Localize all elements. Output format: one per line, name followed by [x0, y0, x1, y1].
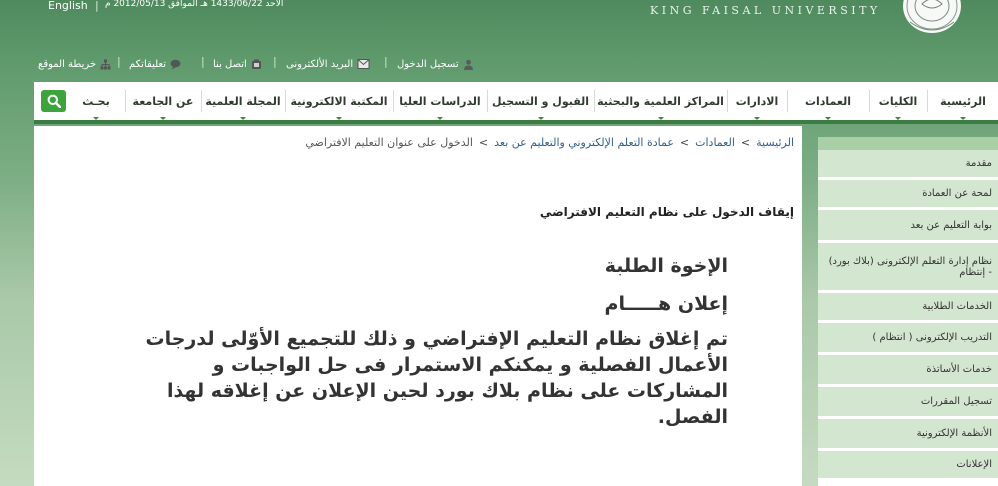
sidebar-item-blackboard[interactable]	[818, 243, 998, 293]
sidebar-header	[818, 137, 998, 150]
nav-label: الدراسات العليا	[399, 94, 481, 108]
sidebar-item-label: الإعلانات	[956, 459, 992, 470]
top-separator: |	[95, 0, 99, 12]
email-label: البريد الألكترونى	[286, 58, 354, 70]
contact-link[interactable]	[213, 55, 262, 73]
page-title: إيقاف الدخول على نظام التعليم الافتراضي	[539, 205, 794, 219]
nav-administrations[interactable]	[728, 82, 786, 120]
nav-divider	[125, 90, 126, 112]
sidebar-item-label: نظام إدارة التعلم الإلكترونى (بلاك بورد) - إنتظام	[828, 255, 992, 278]
nav-divider	[285, 90, 286, 112]
utility-separator: |	[384, 55, 388, 68]
sidebar-item-label: خدمات الأساتذة	[926, 364, 992, 375]
sidebar	[818, 137, 998, 486]
date-text: الأحد 1433/06/22 هـ الموافق 2012/05/13 م	[105, 0, 284, 9]
sidebar-item-intro[interactable]	[818, 150, 998, 180]
sidebar-item-label: بوابة التعليم عن بعد	[910, 219, 992, 231]
search-button[interactable]	[41, 90, 66, 112]
nav-label: القبول و التسجيل	[491, 94, 590, 108]
breadcrumb-separator: >	[478, 136, 489, 149]
sidebar-item-label: الأنظمة الإلكترونية	[916, 428, 992, 439]
nav-search[interactable]	[68, 82, 124, 120]
nav-graduate-studies[interactable]	[394, 82, 486, 120]
nav-divider	[787, 90, 788, 112]
sitemap-icon	[100, 59, 111, 70]
login-label: تسجيل الدخول	[397, 58, 459, 70]
sidebar-item-faculty-services[interactable]	[818, 355, 998, 387]
nav-label: عن الجامعة	[132, 94, 194, 108]
nav-home[interactable]	[928, 82, 998, 120]
nav-label: المكتبة الالكترونية	[290, 94, 388, 108]
dropdown-marker-icon	[538, 117, 544, 120]
envelope-icon	[357, 59, 370, 69]
breadcrumb-separator: >	[679, 136, 690, 149]
nav-label: بحـث	[82, 94, 110, 108]
nav-divider	[393, 90, 394, 112]
nav-divider	[487, 90, 488, 112]
dropdown-marker-icon	[93, 117, 99, 120]
breadcrumb	[305, 136, 794, 149]
email-link[interactable]	[286, 55, 370, 73]
contact-label: اتصل بنا	[213, 58, 247, 70]
nav-deanships[interactable]	[788, 82, 868, 120]
sitemap-label: خريطة الموقع	[38, 58, 97, 70]
nav-journal[interactable]	[202, 82, 284, 120]
breadcrumb-home[interactable]: الرئيسية	[756, 136, 794, 149]
nav-label: الكليات	[878, 94, 918, 108]
announcement-body: تم إغلاق نظام التعليم الإفتراضي و ذلك للتجميع الأوّلى لدرجات الأعمال الفصلية و يمكنكم الاستمرار فى حل الواجبات و المشاركات على نظام بلاك بورد لحين الإعلان عن إغلاقه لهذا الفصل.	[145, 328, 728, 428]
university-logo[interactable]	[900, 0, 964, 36]
university-name: KING FAISAL UNIVERSITY	[650, 4, 881, 17]
sidebar-item-label: الخدمات الطلابية	[922, 301, 992, 312]
sidebar-item-e-systems[interactable]	[818, 419, 998, 451]
nav-admission[interactable]	[488, 82, 593, 120]
breadcrumb-deanships[interactable]: العمادات	[695, 136, 735, 149]
utility-separator: |	[273, 55, 277, 68]
dropdown-marker-icon	[437, 117, 443, 120]
phone-icon	[251, 59, 262, 70]
search-icon	[47, 94, 61, 108]
sidebar-item-label: تسجيل المقررات	[920, 396, 992, 407]
sitemap-link[interactable]	[38, 55, 111, 73]
login-link[interactable]	[397, 55, 474, 73]
breadcrumb-elearning-deanship[interactable]: عمادة التعلم الإلكتروني والتعليم عن بعد	[494, 136, 674, 149]
announcement-greeting: الإخوة الطلبة	[604, 255, 728, 277]
sidebar-item-distance-portal[interactable]	[818, 210, 998, 243]
announcement-title: إعلان هـــــام	[604, 293, 728, 315]
speech-bubble-icon	[170, 59, 181, 70]
nav-divider	[594, 90, 595, 112]
dropdown-marker-icon	[960, 117, 966, 120]
nav-divider	[201, 90, 202, 112]
sidebar-item-e-training[interactable]	[818, 323, 998, 355]
announcement	[108, 256, 728, 430]
nav-label: المجلة العلمية	[205, 94, 281, 108]
dropdown-marker-icon	[895, 117, 901, 120]
sidebar-item-student-services[interactable]	[818, 293, 998, 323]
nav-e-library[interactable]	[286, 82, 392, 120]
nav-colleges[interactable]	[870, 82, 926, 120]
dropdown-marker-icon	[160, 117, 166, 120]
nav-label: الرئيسية	[940, 94, 986, 108]
nav-divider	[869, 90, 870, 112]
comments-label: تعليقاتكم	[129, 58, 167, 70]
breadcrumb-separator: >	[740, 136, 751, 149]
sidebar-item-label: التدريب الإلكترونى ( انتظام )	[872, 332, 992, 343]
sidebar-item-label: مقدمة	[965, 158, 992, 169]
sidebar-item-label: لمحة عن العمادة	[922, 188, 992, 199]
sidebar-item-overview[interactable]	[818, 180, 998, 210]
nav-label: العمادات	[804, 94, 852, 108]
sidebar-item-announcements[interactable]	[818, 451, 998, 481]
nav-research-centers[interactable]	[595, 82, 726, 120]
comments-link[interactable]	[129, 55, 181, 73]
utility-separator: |	[117, 55, 121, 68]
breadcrumb-current: الدخول على عنوان التعليم الافتراضي	[305, 136, 473, 149]
nav-divider	[927, 90, 928, 112]
nav-divider	[727, 90, 728, 112]
main-navbar	[34, 82, 998, 124]
utility-separator: |	[201, 55, 205, 68]
english-link[interactable]: English	[48, 0, 88, 12]
sidebar-item-course-registration[interactable]	[818, 387, 998, 419]
dropdown-marker-icon	[825, 117, 831, 120]
dropdown-marker-icon	[336, 117, 342, 120]
dropdown-marker-icon	[240, 117, 246, 120]
dropdown-marker-icon	[754, 117, 760, 120]
dropdown-marker-icon	[658, 117, 664, 120]
nav-label: المراكز العلمية والبحثية	[597, 94, 724, 108]
user-icon	[463, 59, 474, 70]
nav-label: الادارات	[735, 94, 779, 108]
main-content	[34, 126, 802, 486]
nav-about[interactable]	[126, 82, 200, 120]
